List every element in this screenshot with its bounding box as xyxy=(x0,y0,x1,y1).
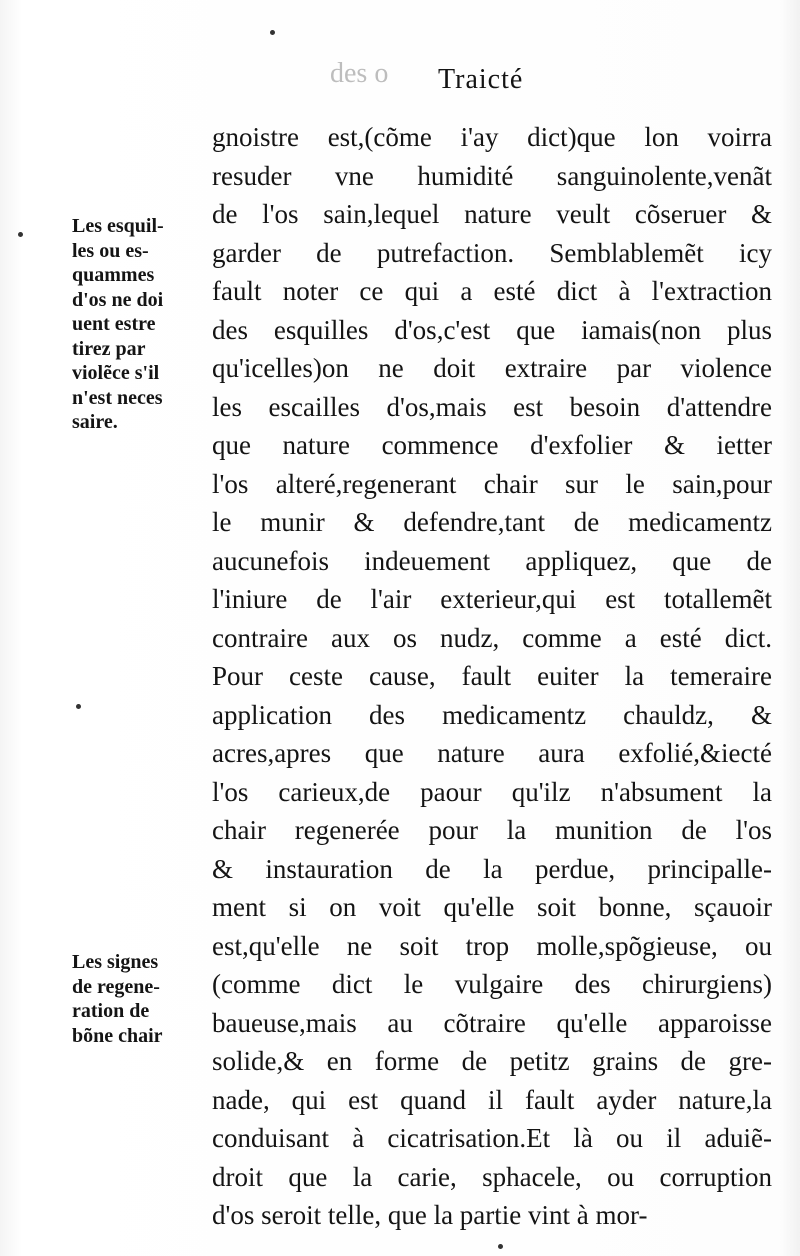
page-title: Traicté xyxy=(438,64,524,95)
text-line: contraire aux os nudz, comme a esté dict. xyxy=(212,622,772,653)
margin-note-line: violẽce s'il xyxy=(72,362,160,384)
text-line: droit que la carie, sphacele, ou corruption xyxy=(212,1161,772,1192)
text-line: gnoistre est,(cõme i'ay dict)que lon voirra xyxy=(212,122,772,152)
margin-note-line: de regene- xyxy=(72,975,160,998)
text-line: l'os alteré,regenerant chair sur le sain,pour xyxy=(212,468,772,499)
text-line: l'iniure de l'air exterieur,qui est totallemẽt xyxy=(212,584,772,614)
margin-note-line: d'os ne doi xyxy=(72,288,164,311)
text-line: Pour ceste cause, fault euiter la temeraire xyxy=(212,661,772,691)
text-line: d'os seroit telle, que la partie vint à mor- xyxy=(212,1200,648,1230)
text-line: acres,apres que nature aura exfolié,&iecté xyxy=(212,738,772,768)
running-head xyxy=(0,64,800,104)
text-line: l'os carieux,de paour qu'ilz n'absument la xyxy=(212,776,772,807)
margin-note-line: les ou es- xyxy=(72,239,149,262)
margin-note-esquilles xyxy=(72,214,206,435)
margin-note-line: quammes xyxy=(72,264,155,286)
margin-note-line: saire. xyxy=(72,411,118,433)
text-line: nade, qui est quand il fault ayder nature,la xyxy=(212,1084,772,1115)
ink-speck xyxy=(270,30,275,35)
text-line: conduisant à cicatrisation.Et là ou il aduiẽ- xyxy=(212,1123,772,1153)
ink-speck xyxy=(76,704,81,709)
margin-note-line: bõne chair xyxy=(72,1024,163,1047)
text-line: le munir & defendre,tant de medicamentz xyxy=(212,507,772,537)
text-line: les escailles d'os,mais est besoin d'attendre xyxy=(212,391,772,422)
text-line: & instauration de la perdue, principalle- xyxy=(212,853,772,884)
ink-speck xyxy=(18,232,23,237)
text-line: baueuse,mais au cõtraire qu'elle apparoisse xyxy=(212,1007,772,1038)
margin-note-line: n'est neces xyxy=(72,386,163,409)
text-line: de l'os sain,lequel nature veult cõseruer & xyxy=(212,199,772,229)
text-line: resuder vne humidité sanguinolente,venãt xyxy=(212,160,772,191)
text-line: solide,& en forme de petitz grains de gre- xyxy=(212,1046,772,1076)
text-line: qu'icelles)on ne doit extraire par violence xyxy=(212,353,772,383)
text-line: chair regenerée pour la munition de l'os xyxy=(212,815,772,845)
text-line: application des medicamentz chauldz, & xyxy=(212,699,772,730)
text-line: (comme dict le vulgaire des chirurgiens) xyxy=(212,969,772,999)
text-line: est,qu'elle ne soit trop molle,spõgieuse, ou xyxy=(212,930,772,961)
margin-note-line: Les signes xyxy=(72,951,159,973)
margin-note-line: ration de xyxy=(72,1000,150,1022)
bleed-through-text: des o xyxy=(330,58,389,89)
margin-note-line: uent estre xyxy=(72,313,156,335)
margin-note-signes xyxy=(72,950,206,1048)
text-line: des esquilles d'os,c'est que iamais(non plus xyxy=(212,314,772,345)
text-line: ment si on voit qu'elle soit bonne, sçauoir xyxy=(212,892,772,922)
ink-speck xyxy=(498,1244,503,1249)
text-line: aucunefois indeuement appliquez, que de xyxy=(212,545,772,576)
text-line: garder de putrefaction. Semblablemẽt icy xyxy=(212,237,772,268)
text-line: fault noter ce qui a esté dict à l'extraction xyxy=(212,276,772,306)
text-line: que nature commence d'exfolier & ietter xyxy=(212,430,772,460)
margin-note-line: Les esquil- xyxy=(72,215,164,237)
body-text xyxy=(212,118,772,1235)
margin-note-line: tirez par xyxy=(72,337,146,360)
